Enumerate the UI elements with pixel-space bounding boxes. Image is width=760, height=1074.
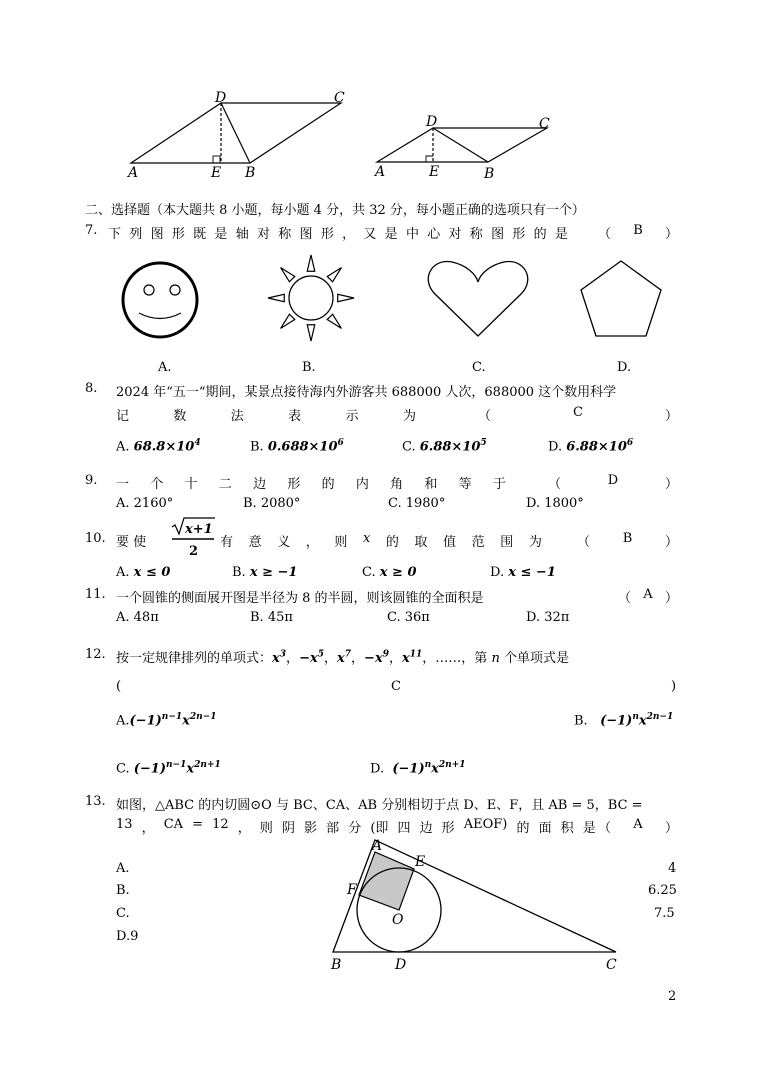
q13-number: 13. — [85, 794, 106, 809]
parallelogram-right — [377, 128, 547, 162]
q12-number: 12. — [85, 647, 106, 662]
paren-open: （ — [548, 477, 562, 492]
stem-char: 意 — [248, 535, 262, 550]
q8-option-c: C. $6.88\times 10^5$ — [402, 438, 487, 455]
label-D-right: D — [426, 114, 438, 130]
sun-ray — [338, 294, 354, 302]
q13-answer: A — [633, 817, 643, 832]
paren-close: ） — [664, 535, 678, 550]
q8-number: 8. — [85, 381, 98, 396]
q12-option-b: B. $(-1)^nx^{2n-1}$ — [574, 712, 674, 729]
stem-char: 和 — [424, 477, 438, 492]
q12-term-2: $-x^5$ — [299, 649, 324, 666]
q12-term-3: $x^7$ — [337, 649, 352, 666]
stem-char: 既 — [193, 227, 207, 242]
q9-option-b: B. 2080° — [243, 496, 301, 511]
stem-char: 称 — [278, 227, 292, 242]
q13-option-b-value: 6.25 — [648, 883, 677, 898]
stem-char: 一 — [116, 477, 130, 492]
frac-numerator: x+1 — [185, 522, 213, 537]
label-F: F — [347, 882, 357, 898]
paren-close: ） — [664, 477, 678, 492]
q7-option-a: A. — [158, 360, 172, 375]
stem-char: 称 — [469, 227, 483, 242]
stem-char: 四 — [397, 821, 411, 836]
stem-char: 面 — [538, 821, 552, 836]
heart-figure — [428, 262, 527, 336]
pentagon-figure — [581, 261, 661, 336]
q8-line2 — [116, 405, 416, 424]
label-B-right: B — [484, 166, 495, 182]
stem-char: 13 — [116, 817, 133, 832]
label-C-right: C — [539, 116, 550, 132]
q12-paren-open: ( — [116, 679, 122, 694]
stem-char: ， — [305, 535, 319, 550]
stem-char: 个 — [150, 477, 164, 492]
stem-char: 中 — [405, 227, 419, 242]
q12-term-1: $x^3$ — [272, 649, 287, 666]
q11-option-d: D. 32π — [526, 610, 570, 625]
stem-char: 法 — [230, 409, 244, 424]
stem-char: 内 — [355, 477, 369, 492]
q13-option-a-value: 4 — [668, 861, 677, 876]
label-A-right: A — [375, 164, 386, 180]
stem-char: 心 — [427, 227, 441, 242]
q13-option-d-label: D.9 — [116, 929, 139, 944]
stem-char: 角 — [390, 477, 404, 492]
stem-char: x — [362, 531, 371, 546]
stem-char: 于 — [492, 477, 506, 492]
stem-char: 边 — [253, 477, 267, 492]
q10-option-a: A. x ≤ 0 — [116, 565, 171, 580]
sun-ray — [281, 314, 295, 328]
q12-option-c: C. $(-1)^{n-1}x^{2n+1}$ — [116, 760, 221, 777]
stem-char: 示 — [345, 409, 359, 424]
label-B: B — [331, 957, 342, 973]
paren-close: ） — [664, 821, 678, 836]
stem-char: AEOF) — [463, 817, 508, 832]
stem-char: 边 — [419, 821, 433, 836]
stem-char: 形 — [441, 821, 455, 836]
page-number: 2 — [668, 989, 677, 1004]
stem-char: = — [192, 817, 204, 832]
q8-option-d: D. $6.88\times 10^6$ — [548, 438, 634, 455]
parallelogram-figures — [0, 90, 760, 185]
label-A-left: A — [128, 165, 139, 181]
label-C: C — [606, 957, 617, 973]
stem-char: 图 — [150, 227, 164, 242]
q7-option-d: D. — [617, 360, 632, 375]
label-B-left: B — [245, 165, 256, 181]
q11-answer: A — [643, 587, 653, 602]
q12-option-a: $A.(-1)^{n-1}x^{2n-1}$ — [116, 712, 217, 729]
stem-char: 则 — [259, 821, 273, 836]
q10-fraction — [170, 515, 216, 565]
label-D: D — [395, 957, 407, 973]
stem-char: 为 — [402, 409, 416, 424]
q7-answer-paren — [598, 223, 678, 242]
stem-char: 阴 — [281, 821, 295, 836]
paren-close: ） — [664, 591, 678, 606]
stem-char: 的 — [321, 477, 335, 492]
stem-char: 的 — [385, 535, 399, 550]
stem-char: 记 — [116, 409, 130, 424]
sun-ray — [307, 255, 315, 271]
stem-char: 对 — [448, 227, 462, 242]
label-E-left: E — [211, 165, 222, 181]
stem-char: 12 — [212, 817, 229, 832]
sun-figure — [268, 255, 354, 341]
stem-char: 形 — [287, 477, 301, 492]
stem-char: 范 — [471, 535, 485, 550]
stem-char: CA — [163, 817, 184, 832]
q10-answer: B — [622, 531, 633, 546]
stem-char: 影 — [304, 821, 318, 836]
label-C-left: C — [334, 90, 345, 106]
q11-answer-paren — [618, 587, 678, 606]
stem-char: 图 — [491, 227, 505, 242]
stem-char: 形 — [320, 227, 334, 242]
stem-char: 是 — [582, 821, 596, 836]
stem-char: 义 — [277, 535, 291, 550]
stem-char: 的 — [533, 227, 547, 242]
q7-answer: B — [633, 223, 643, 238]
stem-char: 部 — [326, 821, 340, 836]
stem-char: 分 — [348, 821, 362, 836]
q13-option-c-value: 7.5 — [654, 906, 675, 921]
stem-char: 又 — [363, 227, 377, 242]
q7-number: 7. — [85, 223, 98, 238]
paren-open: （ — [598, 821, 612, 836]
stem-char: ， — [342, 227, 356, 242]
paren-open: （ — [577, 535, 591, 550]
sun-ray — [268, 294, 284, 302]
q7-figures — [0, 250, 760, 350]
q12-option-d: D. $(-1)^nx^{2n+1}$ — [370, 760, 466, 777]
paren-open: （ — [618, 591, 632, 606]
frac-denominator: 2 — [189, 544, 199, 559]
q10-option-b: B. x ≥ −1 — [232, 565, 298, 580]
sun-ray — [281, 268, 295, 282]
q7-option-b: B. — [302, 360, 316, 375]
section-title: 二、选择题（本大题共 8 小题，每小题 4 分，共 32 分，每小题正确的选项只有一个） — [85, 203, 585, 218]
q10-stem — [220, 531, 542, 550]
parallelogram-left — [131, 103, 341, 163]
q13-line1: 如图，△ABC 的内切圆⊙O 与 BC、CA、AB 分别相切于点 D、E、F，且 AB = 5，BC = — [116, 798, 643, 813]
q8-line1: 2024 年“五一“期间，某景点接待海内外游客共 688000 人次，688000 这个数用科学 — [116, 385, 617, 400]
q9-answer: D — [607, 473, 619, 488]
stem-char: 形 — [171, 227, 185, 242]
q8-option-a: A. $68.8\times 10^4$ — [116, 438, 201, 455]
q9-number: 9. — [85, 473, 98, 488]
q12-stem: 按一定规律排列的单项式：$x^3$，$-x^5$，$x^7$，$-x^9$，$x^{11}$，……，第 n 个单项式是 — [116, 649, 569, 666]
q11-number: 11. — [85, 587, 106, 602]
paren-open: （ — [598, 227, 612, 242]
label-A: A — [372, 838, 383, 854]
stem-char: 为 — [528, 535, 542, 550]
q11-option-b: B. 45π — [250, 610, 293, 625]
stem-char: 取 — [414, 535, 428, 550]
label-D-left: D — [215, 90, 227, 106]
stem-char: 积 — [560, 821, 574, 836]
stem-char: 图 — [299, 227, 313, 242]
q10-option-d: D. x ≤ −1 — [490, 565, 556, 580]
q12-term-5: $x^{11}$ — [401, 649, 423, 666]
stem-char: 是 — [384, 227, 398, 242]
paren-close: ） — [664, 227, 678, 242]
q11-stem: 一个圆锥的侧面展开图是半径为 8 的半圆，则该圆锥的全面积是 — [116, 591, 484, 606]
label-E-right: E — [429, 164, 440, 180]
stem-char: 二 — [218, 477, 232, 492]
q10-option-c: C. x ≥ 0 — [362, 565, 417, 580]
q8-option-b: B. $0.688\times 10^6$ — [250, 438, 344, 455]
q12-term-4: $-x^9$ — [364, 649, 389, 666]
q8-answer-paren — [478, 405, 678, 424]
stem-char: 等 — [458, 477, 472, 492]
stem-char: 则 — [334, 535, 348, 550]
stem-char: 围 — [500, 535, 514, 550]
label-E: E — [415, 854, 426, 870]
q13-option-c-label: C. — [116, 906, 130, 921]
sqrt-fraction-icon — [170, 515, 216, 561]
q11-option-c: C. 36π — [387, 610, 430, 625]
stem-char: 形 — [512, 227, 526, 242]
stem-char: 的 — [516, 821, 530, 836]
incircle-triangle-figure — [0, 830, 760, 980]
q8-answer: C — [573, 405, 583, 420]
sun-ray — [327, 268, 341, 282]
q10-pre: 要 使 — [116, 535, 147, 550]
q7-option-c: C. — [472, 360, 486, 375]
stem-char: 值 — [443, 535, 457, 550]
q13-option-a-label: A. — [116, 861, 130, 876]
label-O: O — [392, 912, 404, 928]
sun-ray — [307, 325, 315, 341]
stem-char: ， — [141, 821, 155, 836]
stem-char: 表 — [288, 409, 302, 424]
q13-option-b-label: B. — [116, 883, 130, 898]
stem-char: 轴 — [235, 227, 249, 242]
q11-option-a: A. 48π — [116, 610, 159, 625]
q10-number: 10. — [85, 531, 106, 546]
q7-stem — [108, 223, 568, 242]
stem-char: 数 — [173, 409, 187, 424]
smiley-face-figure — [123, 263, 197, 337]
stem-char: 是 — [554, 227, 568, 242]
q9-answer-paren — [548, 473, 678, 492]
q9-option-d: D. 1800° — [526, 496, 584, 511]
stem-char: 有 — [220, 535, 234, 550]
stem-char: ， — [237, 821, 251, 836]
q9-option-c: C. 1980° — [388, 496, 446, 511]
paren-close: ） — [664, 409, 678, 424]
sun-ray — [327, 314, 341, 328]
stem-char: 十 — [184, 477, 198, 492]
q12-answer: C — [391, 679, 401, 694]
paren-open: （ — [478, 409, 492, 424]
stem-char: (即 — [370, 821, 389, 836]
q9-stem — [116, 473, 506, 492]
q10-answer-paren — [577, 531, 678, 550]
stem-char: 列 — [129, 227, 143, 242]
stem-char: 是 — [214, 227, 228, 242]
q9-option-a: A. 2160° — [116, 496, 174, 511]
stem-char: 下 — [108, 227, 122, 242]
stem-char: 对 — [256, 227, 270, 242]
q12-paren-close: ) — [671, 679, 677, 694]
